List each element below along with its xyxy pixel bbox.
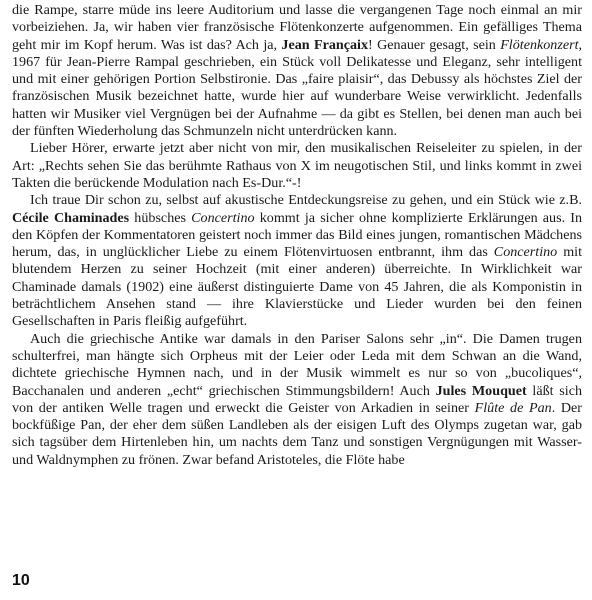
italic-title: Concertino xyxy=(191,209,255,226)
text-run: kommt ja sicher ohne komplizierte Erklärungen aus. In den Köpfen der Kommentatoren geistert noch immer das Bild eines jungen, romantischen Mädchens herum, das, in unglücklicher Liebe zu einem Flötenvirtuosen entbrannt, ihm das xyxy=(12,209,583,261)
text-run: mit blutendem Herzen zu seiner Hochzeit (mit einer anderen) überreichte. In Wirklichkeit war Chaminade damals (1902) eine äußerst distinguierte Dame von 45 Jahren, die als Komponistin in beträchtlichem Ansehen stand — ihre Klavierstücke und Lieder wurden bei den feinen Gesellschaften in Paris fleißig aufgeführt. xyxy=(12,244,582,330)
text-run: . Der bockfüßige Pan, der eher dem süßen Landleben als der eisigen Luft des Olymps zugetan war, gab sich tagsüber dem Hirtenleben hin, um nachts dem Tanz und sonstigen Vergnügungen mit Wasser- und Waldnymphen zu frönen. Zwar befand Aristoteles, die Flöte habe xyxy=(12,399,582,468)
body-text xyxy=(12,2,582,469)
bold-name: Jean Françaix xyxy=(281,36,369,53)
paragraph xyxy=(12,140,582,192)
paragraph xyxy=(12,2,582,140)
text-run: hübsches xyxy=(129,209,192,226)
text-run: Auch die griechische Antike war damals in den Pariser Salons sehr „in“. Die Damen trugen schulterfrei, man hängte sich Orpheus mit der Leier oder Leda mit dem Schwan an die Wand, dichtete griechische Hymnen nach, und in der Musik wimmelt es nur so von „bucoliques“, Bacchanalen und anderen „echt“ griechischen Stimmungsbildern! Auch xyxy=(12,330,582,399)
italic-title: Concertino xyxy=(493,244,558,261)
bold-name: Cécile Chaminades xyxy=(12,209,130,226)
paragraph xyxy=(12,331,582,469)
paragraph xyxy=(12,192,582,330)
text-run: ! Genauer gesagt, sein xyxy=(368,36,501,53)
italic-title: Flötenkonzert xyxy=(500,36,579,53)
text-run: die Rampe, starre müde ins leere Auditorium und lasse die vergangenen Tage noch einmal an mir vorbeiziehen. Ja, wir haben vier französische Flötenkonzerte aufgenommen. Ein gefälliges Thema geht mir im Kopf herum. Was ist das? Ach ja, xyxy=(12,2,582,53)
italic-title: Flûte de Pan xyxy=(474,399,552,416)
text-run: Ich traue Dir schon zu, selbst auf akustische Entdeckungsreise zu gehen, und ein Stück wie z.B. xyxy=(30,192,582,209)
text-run: läßt sich von der antiken Welle tragen und erweckt die Geister von Arkadien in seiner xyxy=(12,382,582,416)
page-number: 10 xyxy=(12,572,30,589)
text-run: Lieber Hörer, erwarte jetzt aber nicht von mir, den musikalischen Reiseleiter zu spielen, in der Art: „Rechts sehen Sie das berühmte Rathaus von X im neugotischen Stil, und links kommt in zwei Takten die berückende Modulation nach Es-Dur.“-! xyxy=(12,140,582,191)
text-run: , 1967 für Jean-Pierre Rampal geschrieben, ein Stück voll Delikatesse und Eleganz, sehr intelligent und mit einer gehörigen Portion Selbstironie. Das „faire plaisir“, das Debussy als höchstes Ziel der französischen Musik bezeichnet hatte, wurde hier auf wunderbare Weise verwirklicht. Jedenfalls hatten wir Musiker viel Vergnügen bei der Aufnahme — da gibt es Stellen, bei denen man auch bei der fünften Wiederholung das Schmunzeln nicht unterdrücken kann. xyxy=(12,36,583,140)
bold-name: Jules Mouquet xyxy=(435,382,527,399)
